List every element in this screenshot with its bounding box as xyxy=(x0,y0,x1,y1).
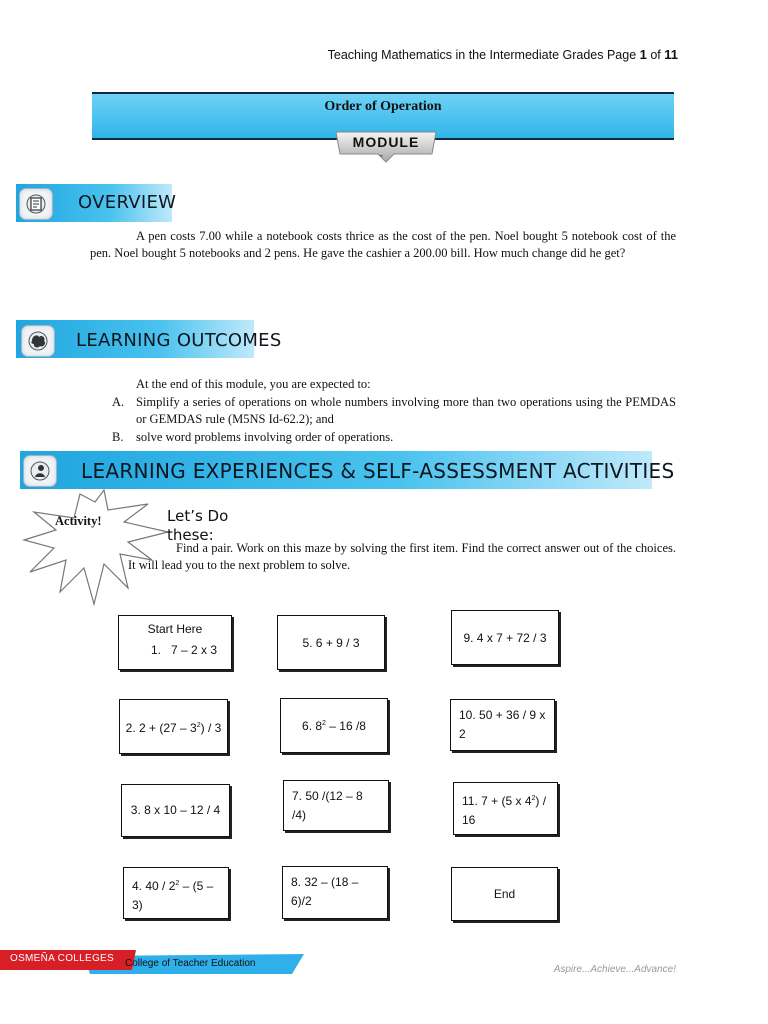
maze-end-box xyxy=(451,867,558,921)
experiences-icon-box xyxy=(23,455,57,487)
page-total: 11 xyxy=(664,47,678,62)
experiences-heading: LEARNING EXPERIENCES & SELF-ASSESSMENT ACTIVITIES xyxy=(81,459,675,483)
book-icon xyxy=(20,189,52,219)
module-badge-label: MODULE xyxy=(352,134,420,150)
maze-item-11-text-a: 11. 7 + (5 x 4 xyxy=(462,794,532,808)
overview-icon-box xyxy=(19,188,53,220)
maze-item-10: 10. 50 + 36 / 9 x 2 xyxy=(459,708,546,741)
footer-department: College of Teacher Education xyxy=(125,958,256,969)
maze-item-2-box xyxy=(119,699,228,754)
maze-item-4-exponent: 2 xyxy=(175,880,180,887)
outcomes-intro: At the end of this module, you are expected to: xyxy=(136,377,371,391)
maze-item-5: 5. 6 + 9 / 3 xyxy=(302,635,360,650)
maze-item-6-box xyxy=(280,698,388,753)
person-icon xyxy=(24,456,56,486)
maze-item-8-box xyxy=(282,866,388,919)
maze-item-4-text-b: – (5 – 3) xyxy=(132,879,214,912)
maze-item-11-text-b: ) / 16 xyxy=(462,794,547,827)
brain-icon xyxy=(22,326,54,356)
maze-item-9-box xyxy=(451,610,559,665)
footer-tagline: Aspire...Achieve...Advance! xyxy=(553,964,676,975)
maze-item-6-text-b: – 16 /8 xyxy=(325,718,366,733)
maze-end-label: End xyxy=(493,887,516,901)
maze-item-11-box xyxy=(453,782,558,835)
activity-label: Activity! xyxy=(55,514,102,528)
page-number: 1 xyxy=(639,47,647,62)
page-header xyxy=(328,47,678,62)
overview-text: A pen costs 7.00 while a notebook costs thrice as the cost of the pen. Noel bought 5 notebook cost of the pen. Noel bought 5 notebooks and 2 pens. He gave the cashier a 200.00 bill. How much change did he get? xyxy=(90,229,676,260)
maze-item-2-text-a: 2. 2 + (27 – 3 xyxy=(125,720,197,735)
maze-item-6-text-a: 6. 8 xyxy=(302,718,323,733)
activity-heading: Let’s Do these: xyxy=(167,507,229,544)
outcome-a-text: Simplify a series of operations on whole numbers involving more than two operations using the PEMDAS or GEMDAS rule (M5NS Id-62.2); and xyxy=(136,395,676,426)
module-title: Order of Operation xyxy=(324,99,442,114)
activity-instructions: Find a pair. Work on this maze by solving the first item. Find the correct answer out of the choices. It will lead you to the next problem to solve. xyxy=(128,541,676,572)
header-of: of xyxy=(646,48,665,62)
outcomes-heading: LEARNING OUTCOMES xyxy=(76,330,282,351)
outcome-b-letter: B. xyxy=(112,430,124,444)
maze-item-2-exponent: 2 xyxy=(196,721,201,729)
maze-start-label: Start Here xyxy=(147,622,203,636)
maze-item-2-text-b: ) / 3 xyxy=(200,720,222,735)
maze-item-3: 3. 8 x 10 – 12 / 4 xyxy=(130,803,221,817)
outcome-b-text: solve word problems involving order of operations. xyxy=(136,430,394,444)
maze-item-11-exponent: 2 xyxy=(531,795,536,802)
maze-item-7-box xyxy=(283,780,389,831)
maze-start-box xyxy=(118,615,232,670)
maze-item-11 xyxy=(462,789,549,830)
maze-item-6 xyxy=(302,719,366,733)
overview-heading: OVERVIEW xyxy=(78,192,177,213)
maze-item-5-box xyxy=(277,615,385,670)
maze-item-1: 1. 7 – 2 x 3 xyxy=(151,643,218,657)
header-prefix: Teaching Mathematics in the Intermediate Grades Page xyxy=(327,48,640,62)
maze-item-4 xyxy=(132,874,220,915)
outcomes-icon-box xyxy=(21,325,55,357)
maze-item-4-box xyxy=(123,867,229,919)
maze-item-3-box xyxy=(121,784,230,837)
maze-item-2 xyxy=(122,716,226,738)
maze-item-8: 8. 32 – (18 – 6)/2 xyxy=(291,875,359,908)
maze-item-6-exponent: 2 xyxy=(322,719,326,727)
outcome-a-letter: A. xyxy=(112,395,125,409)
maze-item-4-text-a: 4. 40 / 2 xyxy=(132,879,176,893)
maze-item-9: 9. 4 x 7 + 72 / 3 xyxy=(463,630,547,645)
maze-item-10-box xyxy=(450,699,555,751)
module-badge-sub: - xyxy=(380,150,383,160)
maze-item-7: 7. 50 /(12 – 8 /4) xyxy=(292,789,363,822)
footer-college-name: OSMEÑA COLLEGES xyxy=(10,953,114,964)
